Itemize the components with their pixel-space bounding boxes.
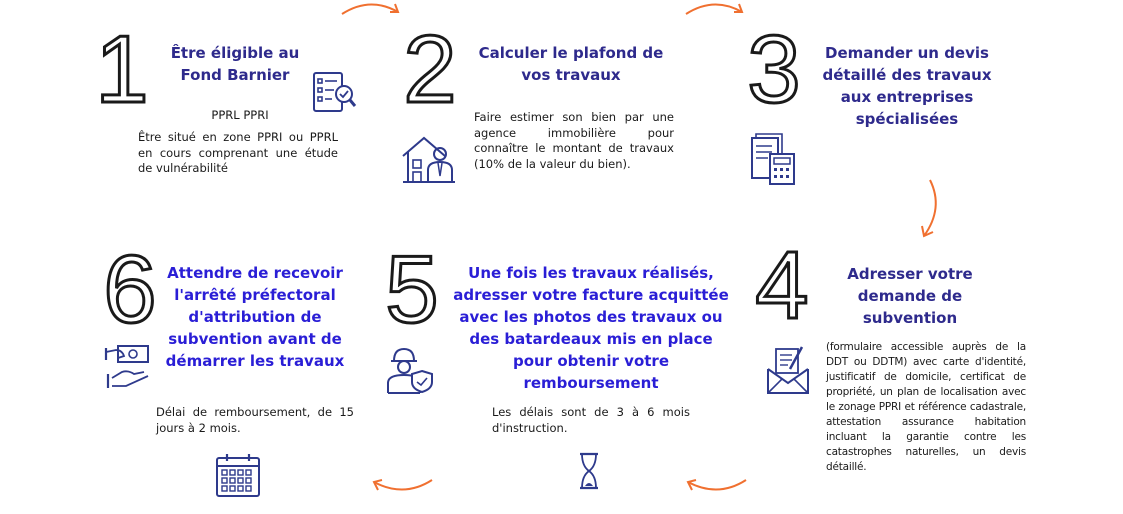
arrow-step1-to-step2 [340,0,404,22]
step-6-title [160,262,350,372]
svg-text:2: 2 [403,16,457,123]
svg-text:6: 6 [103,236,157,343]
step-6-body: Délai de remboursement, de 15 jours à 2 mois. [156,405,354,435]
step-6-title-line: d'attribution de [188,308,322,326]
step-number-4 [750,232,814,339]
calendar-icon [214,452,262,500]
documents-calculator-icon [748,132,798,186]
step-6-title-line: Attendre de recevoir [167,264,343,282]
money-hand-icon [104,342,154,390]
step-1-title [160,42,310,86]
step-4-body: (formulaire accessible auprès de la DDT ou DDTM) avec carte d'identité, justificatif de domicile, certificat de propriété, un plan de localisation avec le zonage PPRI et référence cadastrale, attestation assurance habitation incluant la garantie contre les catastrophes naturelles, un devis détaillé. [826,341,1026,473]
step-number-1 [92,16,152,123]
step-2-title-line: vos travaux [521,66,621,84]
svg-text:5: 5 [385,236,439,343]
step-6-title-line: subvention avant de [168,330,342,348]
step-3-title-line: détaillé des travaux [822,66,992,84]
step-number-5 [380,236,444,343]
step-5-title [446,262,736,394]
step-4-title-line: subvention [862,309,958,327]
step-number-6 [98,236,162,343]
step-4-title-line: demande de [857,287,963,305]
hourglass-icon [578,452,600,490]
step-1-title-line: Fond Barnier [180,66,290,84]
step-5-title-line: remboursement [523,374,659,392]
step-5-title-line: pour obtenir votre [513,352,669,370]
step-2-title-line: Calculer le plafond de [478,44,664,62]
envelope-letter-icon [766,345,810,395]
step-1-body: Être situé en zone PPRI ou PPRL en cours comprenant une étude de vulnérabilité [138,130,338,175]
arrow-step5-to-step6 [370,470,434,496]
worker-shield-icon [384,345,438,395]
step-number-3 [742,16,806,123]
arrow-step4-to-step5 [684,470,748,496]
step-5-title-line: adresser votre facture acquittée [453,286,729,304]
svg-text:4: 4 [755,232,809,339]
step-2-title [466,42,676,86]
step-5-body: Les délais sont de 3 à 6 mois d'instruction. [492,405,690,435]
step-1-title-line: Être éligible au [170,44,300,62]
step-6-title-line: démarrer les travaux [165,352,345,370]
step-2-body: Faire estimer son bien par une agence immobilière pour connaître le montant de travaux (10% de la valeur du bien). [474,110,674,171]
step-number-2 [398,16,462,123]
step-3-title-line: Demander un devis [825,44,989,62]
checklist-icon [310,70,358,114]
step-5-title-line: avec les photos des travaux ou [459,308,723,326]
step-6-title-line: l'arrêté préfectoral [174,286,336,304]
step-5-title-line: des batardeaux mis en place [469,330,713,348]
step-4-title-line: Adresser votre [847,265,973,283]
step-3-title [812,42,1002,130]
step-3-title-line: aux entreprises [840,88,974,106]
step-4-title [830,263,990,329]
arrow-step3-to-step4 [916,178,946,242]
svg-text:1: 1 [95,16,149,123]
step-1-subtitle: PPRL PPRI [211,108,269,122]
svg-text:3: 3 [747,16,801,123]
house-agent-icon [400,132,458,186]
arrow-step2-to-step3 [684,0,748,22]
step-5-title-line: Une fois les travaux réalisés, [468,264,714,282]
step-3-title-line: spécialisées [855,110,959,128]
